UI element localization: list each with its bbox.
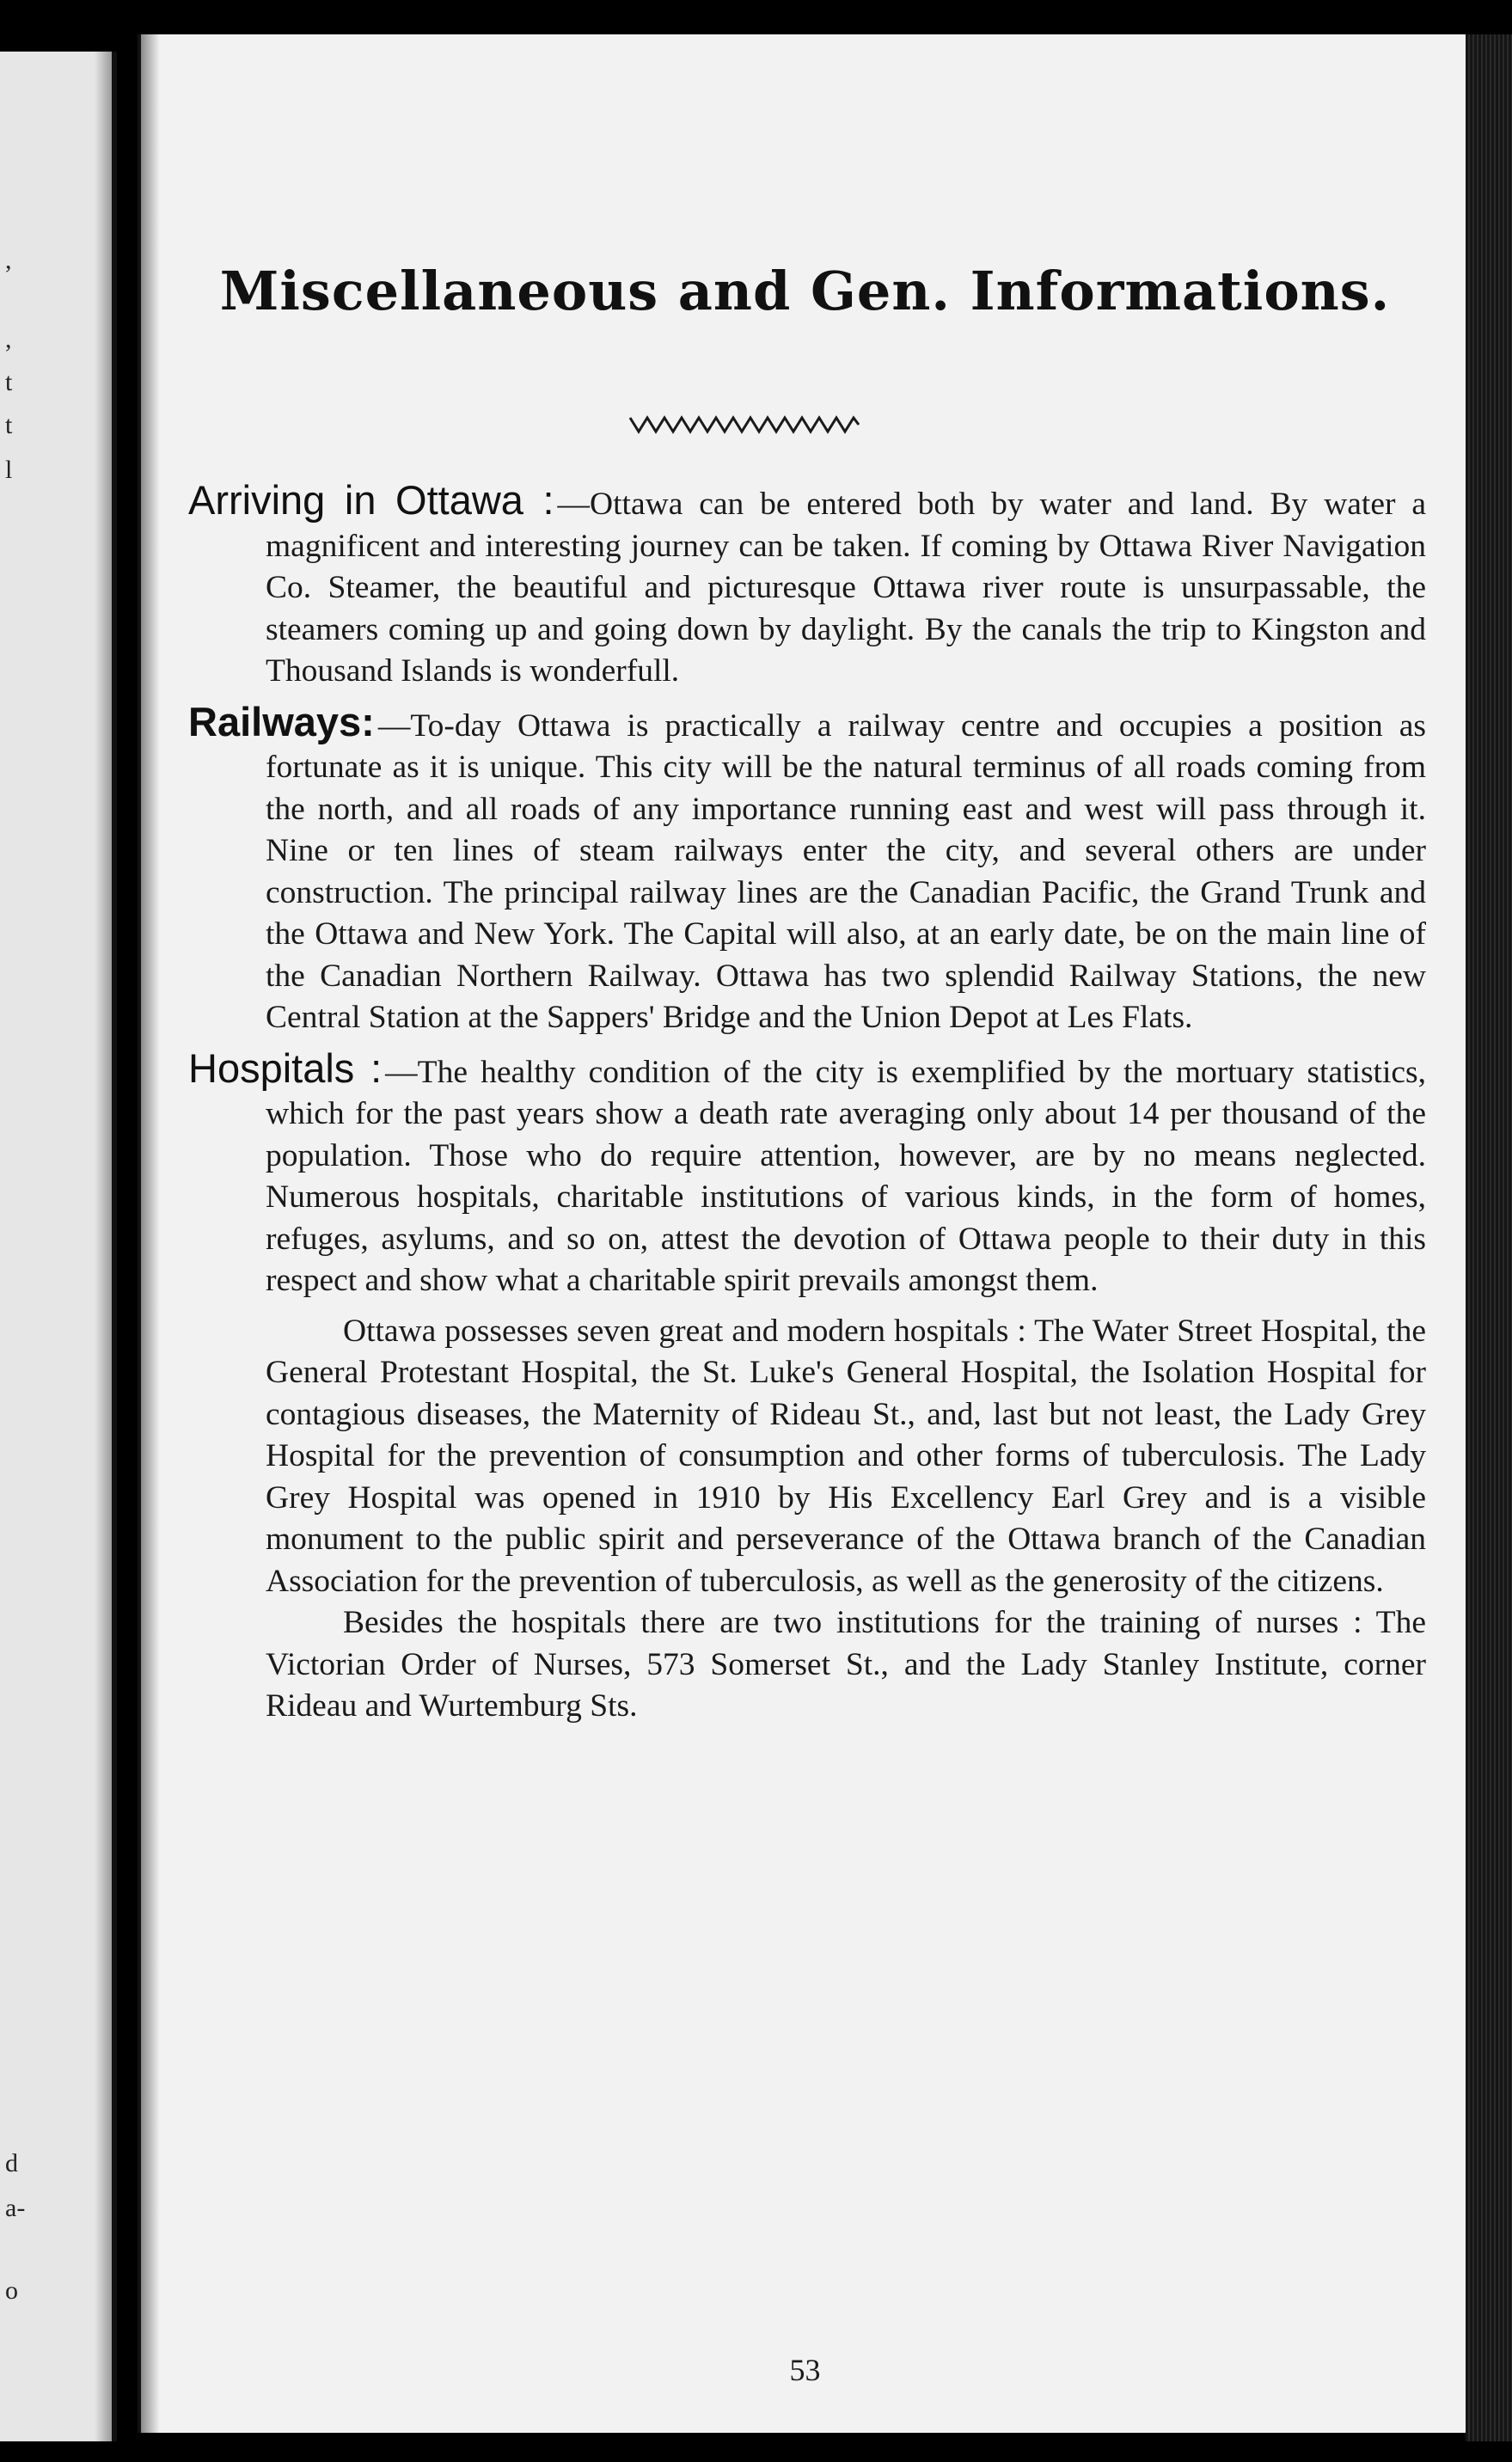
section-body: To-day Ottawa is practically a railway centre and occupies a position as fortunate as it is unique. This city will be the natural terminus of all roads coming from the north, and all roads of any importance running east and west will pass through it. Nine or ten lines of steam railways enter the city, and several others are under construction. The principal railway lines are the Canadian Pacific, the Grand Trunk and the Ottawa and New York. The Capital will also, at an early date, be on the main line of the Canadian Northern Railway. Ottawa has two splendid Railway Stations, the new Central Station at the Sappers' Bridge and the Union Depot at Les Flats. <box>266 707 1426 1035</box>
left-facing-page <box>0 52 117 2441</box>
section-body: Ottawa can be entered both by water and land. By water a magnificent and interesting journey can be taken. If coming by Ottawa River Navigation Co. Steamer, the beautiful and picturesque Ottawa river route is unsurpassable, the steamers coming up and going down by daylight. By the canals the trip to Kingston and Thousand Islands is wonderfull. <box>266 487 1426 689</box>
section-separator: — <box>557 487 591 522</box>
main-page <box>138 34 1469 2433</box>
left-page-fragment: d <box>5 2149 18 2177</box>
section-heading: Railways: <box>188 698 375 744</box>
page-title: Miscellaneous and Gen. Informations. <box>219 260 1391 322</box>
section-railways <box>188 698 1426 1039</box>
left-page-fragment: t <box>5 411 13 439</box>
left-page-fragment: a- <box>5 2194 26 2222</box>
article-body <box>188 477 1427 1728</box>
left-page-fragment: t <box>5 368 13 396</box>
hospitals-list-paragraph: Ottawa possesses seven great and modern hospitals : The Water Street Hospital, the General Protestant Hospital, the St. Luke's General Hospital, the Isolation Hospital for contagious diseases, the Maternity of Rideau St., and, last but not least, the Lady Grey Hospital for the prevention of consumption and other forms of tuberculosis. The Lady Grey Hospital was opened in 1910 by His Excellency Earl Grey and is a visible monument to the public spirit and perseverance of the Ottawa branch of the Canadian Association for the prevention of tuberculosis, as well as the generosity of the citizens. <box>266 1313 1426 1599</box>
page-edge-stack <box>1466 34 1512 2441</box>
section-separator: — <box>377 707 411 744</box>
spine-shadow <box>141 34 160 2433</box>
left-page-fragment: , <box>5 325 12 353</box>
section-heading: Arriving in Ottawa : <box>188 477 554 523</box>
left-page-fragment: l <box>5 456 13 484</box>
section-heading: Hospitals : <box>188 1044 383 1091</box>
left-page-fragment: , <box>5 246 12 274</box>
gutter-shadow <box>95 52 112 2441</box>
section-hospitals <box>188 1044 1427 1302</box>
section-separator: — <box>385 1054 418 1090</box>
nurses-training-paragraph: Besides the hospitals there are two institutions for the training of nurses : The Victorian Order of Nurses, 573 Somerset St., and the Lady Stanley Institute, corner Rideau and Wurtemburg Sts. <box>266 1605 1426 1724</box>
section-body: The healthy condition of the city is exemplified by the mortuary statistics, which for the past years show a death rate averaging only about 14 per thousand of the population. Those who do require attention, however, are by no means neglected. Numerous hospitals, charitable institutions of various kinds, in the form of homes, refuges, asylums, and so on, attest the devotion of Ottawa people to their duty in this respect and show what a charitable spirit prevails amongst them. <box>266 1054 1427 1298</box>
section-arriving <box>188 477 1426 693</box>
page-number: 53 <box>789 2353 821 2387</box>
zigzag-ornament-icon <box>628 409 860 438</box>
left-page-fragment: o <box>5 2276 18 2305</box>
